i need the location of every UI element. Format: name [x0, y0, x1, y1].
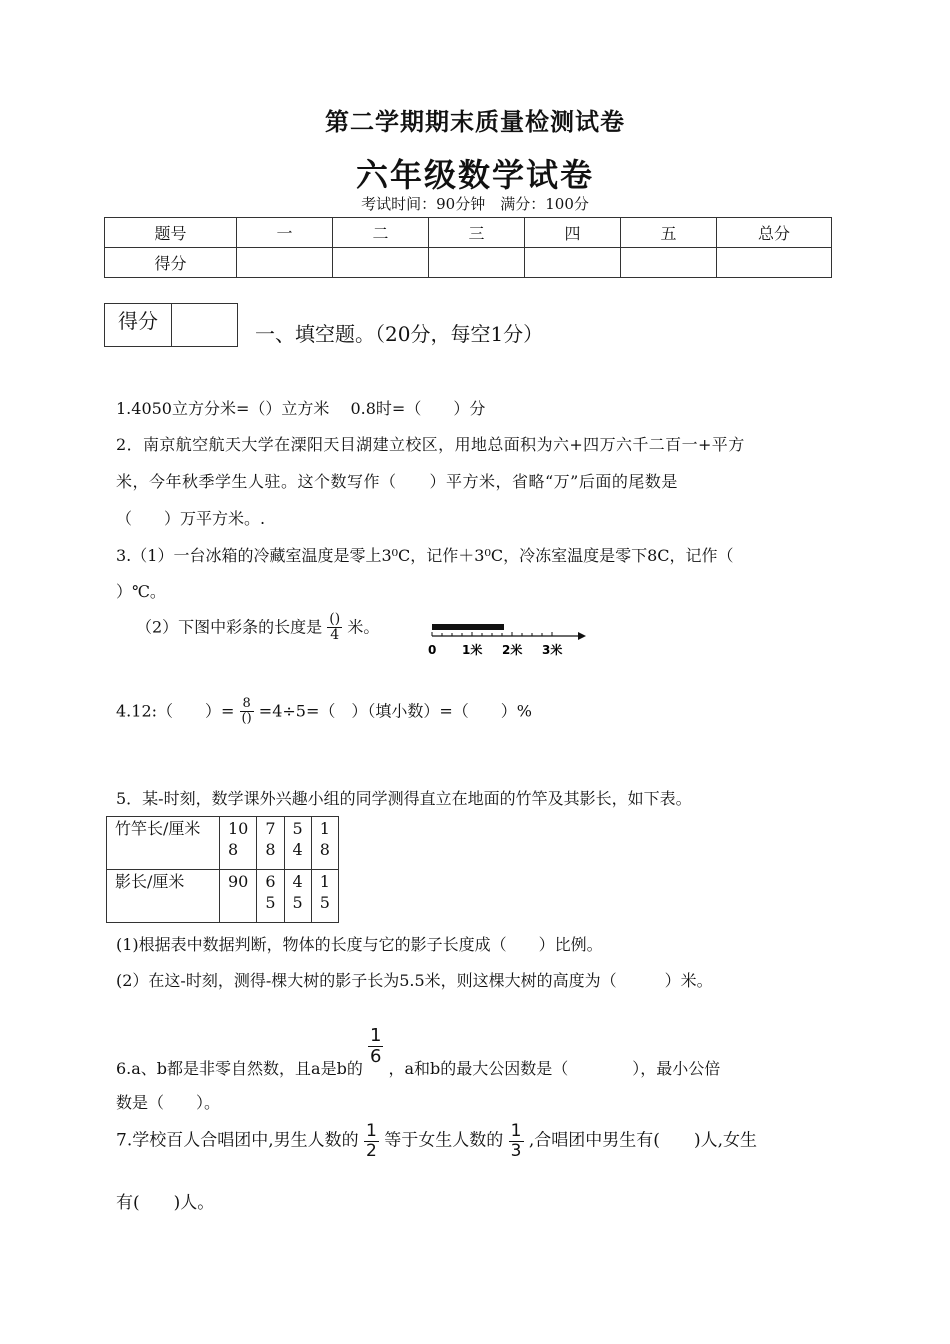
ruler-label-2: 2米: [502, 643, 523, 657]
score-table-score-row: [105, 248, 832, 278]
section1-score-box: [104, 303, 238, 347]
shadow-cell: 90: [220, 870, 257, 923]
ruler-label-1: 1米: [462, 643, 483, 657]
score-cell: [717, 248, 832, 278]
question-5-part-2: (2）在这-时刻，测得-棵大树的影子长为5.5米，则这棵大树的高度为（ ）米。: [116, 971, 713, 990]
colored-strip: [432, 624, 504, 630]
score-cell: [237, 248, 333, 278]
q6-fraction: [368, 1026, 383, 1067]
bamboo-cell: 1 8: [311, 817, 338, 870]
question-7-line-2: 有( )人。: [116, 1193, 215, 1213]
q6-fraction-denominator: 6: [369, 1045, 382, 1067]
question-5: 5．某-时刻，数学课外兴趣小组的同学测得直立在地面的竹竿及其影长，如下表。: [116, 789, 692, 808]
score-table: [104, 217, 832, 278]
score-cell: [525, 248, 621, 278]
question-4: [116, 697, 532, 727]
score-cell: [621, 248, 717, 278]
q3-2-fraction-numerator: (): [329, 611, 341, 627]
q7-fraction-2-numerator: 1: [510, 1121, 522, 1141]
question-6-line-1: [116, 1026, 720, 1079]
q7-text-mid: 等于女生人数的: [384, 1130, 504, 1151]
score-header-cell: 题号: [105, 218, 237, 248]
question-2-line-1: 2．南京航空航天大学在溧阳天目湖建立校区，用地总面积为六+四万六千二百一+平方: [116, 435, 745, 454]
question-3-part-2: [136, 612, 379, 644]
exam-info: 考试时间：90分钟 满分：100分: [361, 195, 589, 213]
question-6-line-2: 数是（ ）。: [116, 1093, 221, 1112]
q7-fraction-2: [509, 1122, 524, 1160]
question-7-line-1: [116, 1122, 757, 1160]
q4-fraction-denominator: (): [241, 711, 252, 727]
q4-fraction: [240, 697, 254, 727]
ruler-label-3: 3米: [542, 643, 563, 657]
ruler-label-0: 0: [428, 643, 437, 657]
shadow-cell: 4 5: [284, 870, 311, 923]
q6-text-pre: 6.a、b都是非零自然数，且a是b的: [116, 1058, 363, 1078]
q3-2-text: （2）下图中彩条的长度是: [136, 617, 323, 637]
shadow-length-row: [107, 870, 339, 923]
q6-text-post: ，a和b的最大公因数是（ ），最小公倍: [388, 1058, 721, 1078]
section1-score-label: 得分: [105, 304, 172, 346]
bamboo-cell: 10 8: [220, 817, 257, 870]
q4-text-pre: 4.12:（ ）=: [116, 701, 235, 721]
q7-text-post: ,合唱团中男生有( )人,女生: [528, 1130, 757, 1151]
question-3-line-2: ）℃。: [116, 582, 166, 601]
question-2-line-2: 米，今年秋季学生人驻。这个数写作（ ）平方米，省略“万”后面的尾数是: [116, 472, 678, 491]
exam-title: 第二学期期末质量检测试卷: [325, 108, 625, 136]
exam-subtitle: 六年级数学试卷: [355, 156, 594, 194]
q4-fraction-numerator: 8: [240, 697, 254, 712]
bamboo-shadow-table: [106, 816, 339, 923]
q3-2-fraction: [327, 612, 342, 644]
q6-fraction-numerator: 1: [369, 1025, 382, 1046]
q3-2-fraction-denominator: 4: [330, 627, 340, 644]
score-cell: [429, 248, 525, 278]
question-2-line-3: （ ）万平方米。.: [116, 509, 266, 528]
q7-fraction-1-numerator: 1: [366, 1121, 377, 1141]
ruler-arrow: [578, 632, 586, 640]
q4-text-post: =4÷5=（ ）（填小数）=（ ）%: [258, 701, 532, 721]
section1-title: 一、填空题。（20分，每空1分）: [255, 322, 544, 346]
q7-text-pre: 7.学校百人合唱团中,男生人数的: [116, 1130, 359, 1151]
shadow-row-label: 影长/厘米: [107, 870, 220, 923]
q7-fraction-1-denominator: 2: [366, 1140, 377, 1161]
score-row-label: 得分: [105, 248, 237, 278]
shadow-cell: 6 5: [257, 870, 284, 923]
score-cell: [333, 248, 429, 278]
score-header-cell: 五: [621, 218, 717, 248]
score-table-header-row: [105, 218, 832, 248]
bamboo-length-row: [107, 817, 339, 870]
question-5-part-1: (1)根据表中数据判断，物体的长度与它的影子长度成（ ）比例。: [116, 935, 603, 954]
score-header-cell: 一: [237, 218, 333, 248]
q7-fraction-1: [364, 1122, 379, 1160]
shadow-cell: 1 5: [311, 870, 338, 923]
score-header-cell: 二: [333, 218, 429, 248]
bamboo-cell: 7 8: [257, 817, 284, 870]
score-header-cell: 四: [525, 218, 621, 248]
score-header-cell: 三: [429, 218, 525, 248]
ruler-figure: [420, 618, 590, 664]
question-1: 1.4050立方分米=（）立方米 0.8时=（ ）分: [116, 399, 486, 418]
question-3-line-1: 3.（1）一台冰箱的冷藏室温度是零上3⁰C，记作＋3⁰C，冷冻室温度是零下8C，记作（: [116, 546, 734, 565]
score-header-cell: 总分: [717, 218, 832, 248]
bamboo-cell: 5 4: [284, 817, 311, 870]
q3-2-unit: 米。: [347, 617, 380, 637]
bamboo-row-label: 竹竿长/厘米: [107, 817, 220, 870]
q7-fraction-2-denominator: 3: [510, 1140, 522, 1161]
